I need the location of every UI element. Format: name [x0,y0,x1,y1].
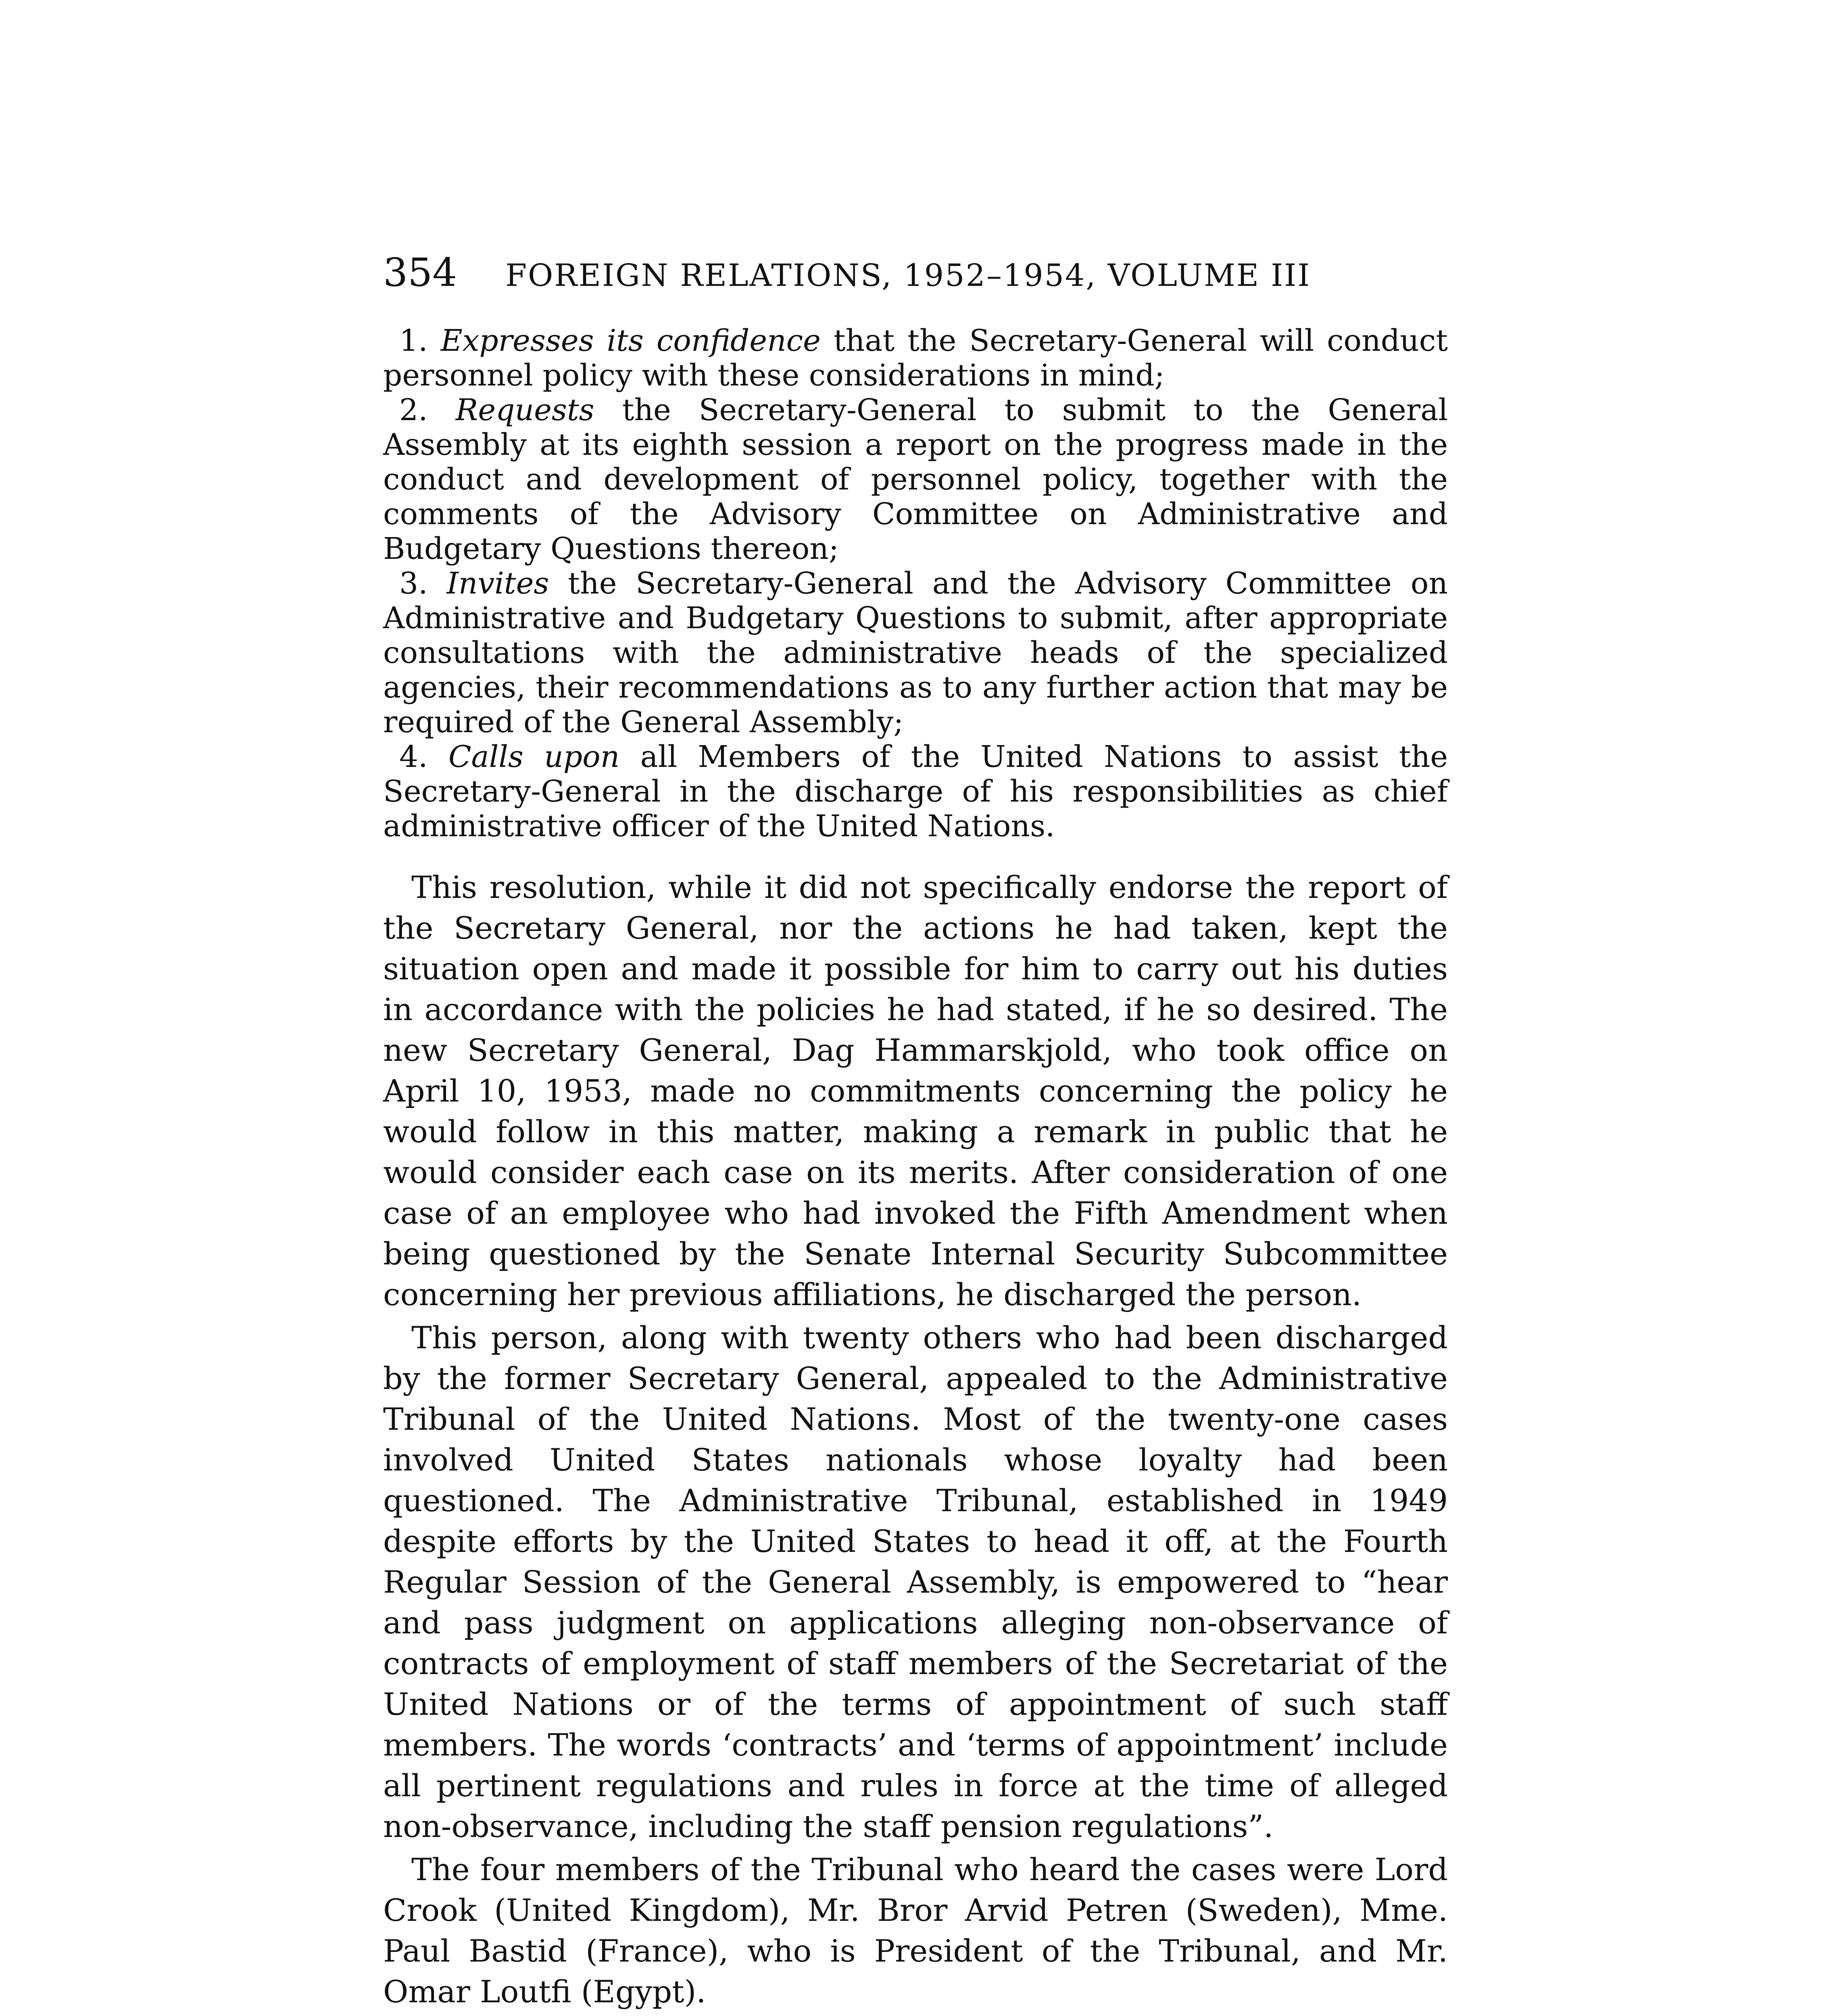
item-text: the Secretary-General and the Advisory Committee on Administrative and Budgetary Questions to submit, after appropriate consultations with the administrative heads of the specialized agencies, their recommendations as to any further action that may be required of the General Assembly; [383,566,1448,739]
running-title: FOREIGN RELATIONS, 1952–1954, VOLUME III [505,257,1311,293]
resolution-item [383,739,1448,843]
item-text: the Secretary-General to submit to the General Assembly at its eighth session a report on the progress made in the conduct and development of personnel policy, together with the comments of the Advisory Committee on Administrative and Budgetary Questions thereon; [383,393,1448,566]
body-paragraph: This person, along with twenty others who had been discharged by the former Secretary General, appealed to the Administrative Tribunal of the United Nations. Most of the twenty-one cases involved United States nationals whose loyalty had been questioned. The Administrative Tribunal, established in 1949 despite efforts by the United States to head it off, at the Fourth Regular Session of the General Assembly, is empowered to “hear and pass judgment on applications alleging non-observance of contracts of employment of staff members of the Secretariat of the United Nations or of the terms of appointment of such staff members. The words ‘contracts’ and ‘terms of appointment’ include all pertinent regulations and rules in force at the time of alleged non-observance, including the staff pension regulations”. [383,1320,1448,1844]
resolution-item [383,566,1448,739]
page-number: 354 [383,250,457,295]
body-paragraph: The four members of the Tribunal who heard the cases were Lord Crook (United Kingdom), Mr. Bror Arvid Petren (Sweden), Mme. Paul Bastid (France), who is President of the Tribunal, and Mr. Omar Loutfi (Egypt). [383,1851,1448,2010]
resolution-item [383,393,1448,566]
item-number: 1. [399,323,428,358]
resolution-item [383,323,1448,393]
body-text [383,867,1448,2016]
item-verb: Expresses its confidence [440,323,821,358]
running-head [383,250,1448,295]
item-number: 4. [399,739,428,774]
item-number: 3. [399,566,428,601]
resolution-operative-clauses [383,323,1448,843]
item-number: 2. [399,393,428,427]
item-text: that the Secretary-General will conduct personnel policy with these considerations in mind; [383,323,1448,393]
item-verb: Requests [455,393,594,427]
item-verb: Calls upon [448,739,620,774]
item-text: all Members of the United Nations to assist the Secretary-General in the discharge of his responsibilities as chief administrative officer of the United Nations. [383,739,1448,843]
body-paragraph: This resolution, while it did not specifically endorse the report of the Secretary General, nor the actions he had taken, kept the situation open and made it possible for him to carry out his duties in accordance with the policies he had stated, if he so desired. The new Secretary General, Dag Hammarskjold, who took office on April 10, 1953, made no commitments concerning the policy he would follow in this matter, making a remark in public that he would consider each case on its merits. After consideration of one case of an employee who had invoked the Fifth Amendment when being questioned by the Senate Internal Security Subcommittee concerning her previous affiliations, he discharged the person. [383,869,1448,1312]
body-paragraph [383,2014,1448,2016]
item-verb: Invites [446,566,549,601]
document-page [383,250,1448,2016]
